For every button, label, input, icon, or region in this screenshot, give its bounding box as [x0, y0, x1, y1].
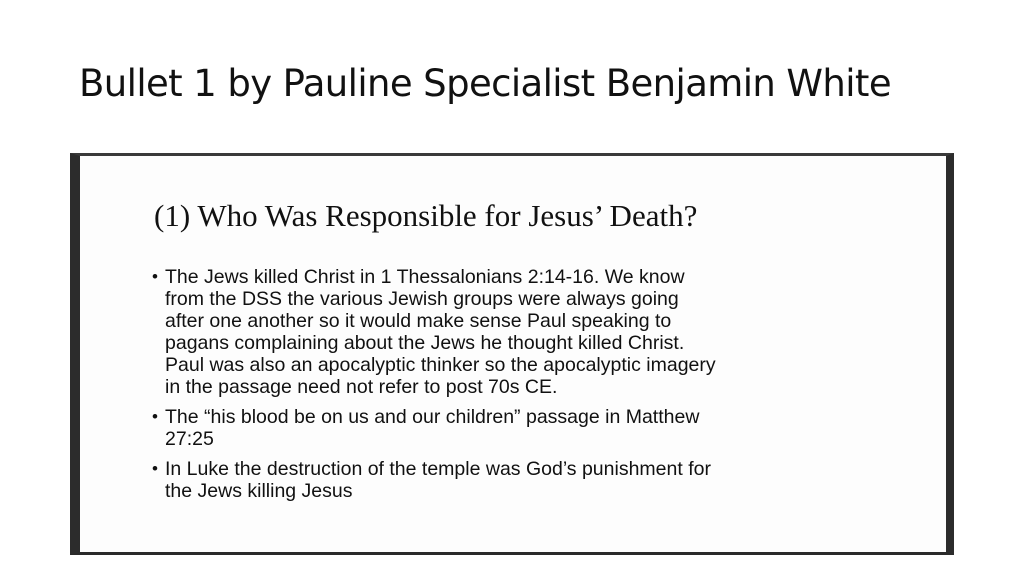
bullet-icon: •: [152, 407, 158, 426]
bullet-icon: •: [152, 459, 158, 478]
bullet-line: from the DSS the various Jewish groups were always going: [165, 288, 679, 310]
bullet-line: Paul was also an apocalyptic thinker so the apocalyptic imagery: [165, 354, 716, 376]
slide-title: Bullet 1 by Pauline Specialist Benjamin White: [79, 62, 891, 105]
embedded-slide-image: [70, 153, 954, 555]
bullet-line: 27:25: [165, 428, 214, 450]
bullet-line: The “his blood be on us and our children” passage in Matthew: [165, 406, 700, 428]
bullet-item: [152, 458, 912, 502]
bullet-item: [152, 406, 912, 450]
bullet-line: pagans complaining about the Jews he thought killed Christ.: [165, 332, 685, 354]
bullet-text: [165, 406, 912, 450]
bullet-line: In Luke the destruction of the temple was God’s punishment for: [165, 458, 711, 480]
bullet-list: [152, 266, 912, 510]
bullet-line: in the passage need not refer to post 70s CE.: [165, 376, 558, 398]
bullet-line: after one another so it would make sense Paul speaking to: [165, 310, 672, 332]
bullet-item: [152, 266, 912, 398]
bullet-line: The Jews killed Christ in 1 Thessalonians 2:14-16. We know: [165, 266, 685, 288]
bullet-text: [165, 458, 912, 502]
bullet-line: the Jews killing Jesus: [165, 480, 353, 502]
bullet-icon: •: [152, 267, 158, 286]
embedded-slide-heading: (1) Who Was Responsible for Jesus’ Death?: [154, 198, 698, 233]
bullet-text: [165, 266, 912, 398]
